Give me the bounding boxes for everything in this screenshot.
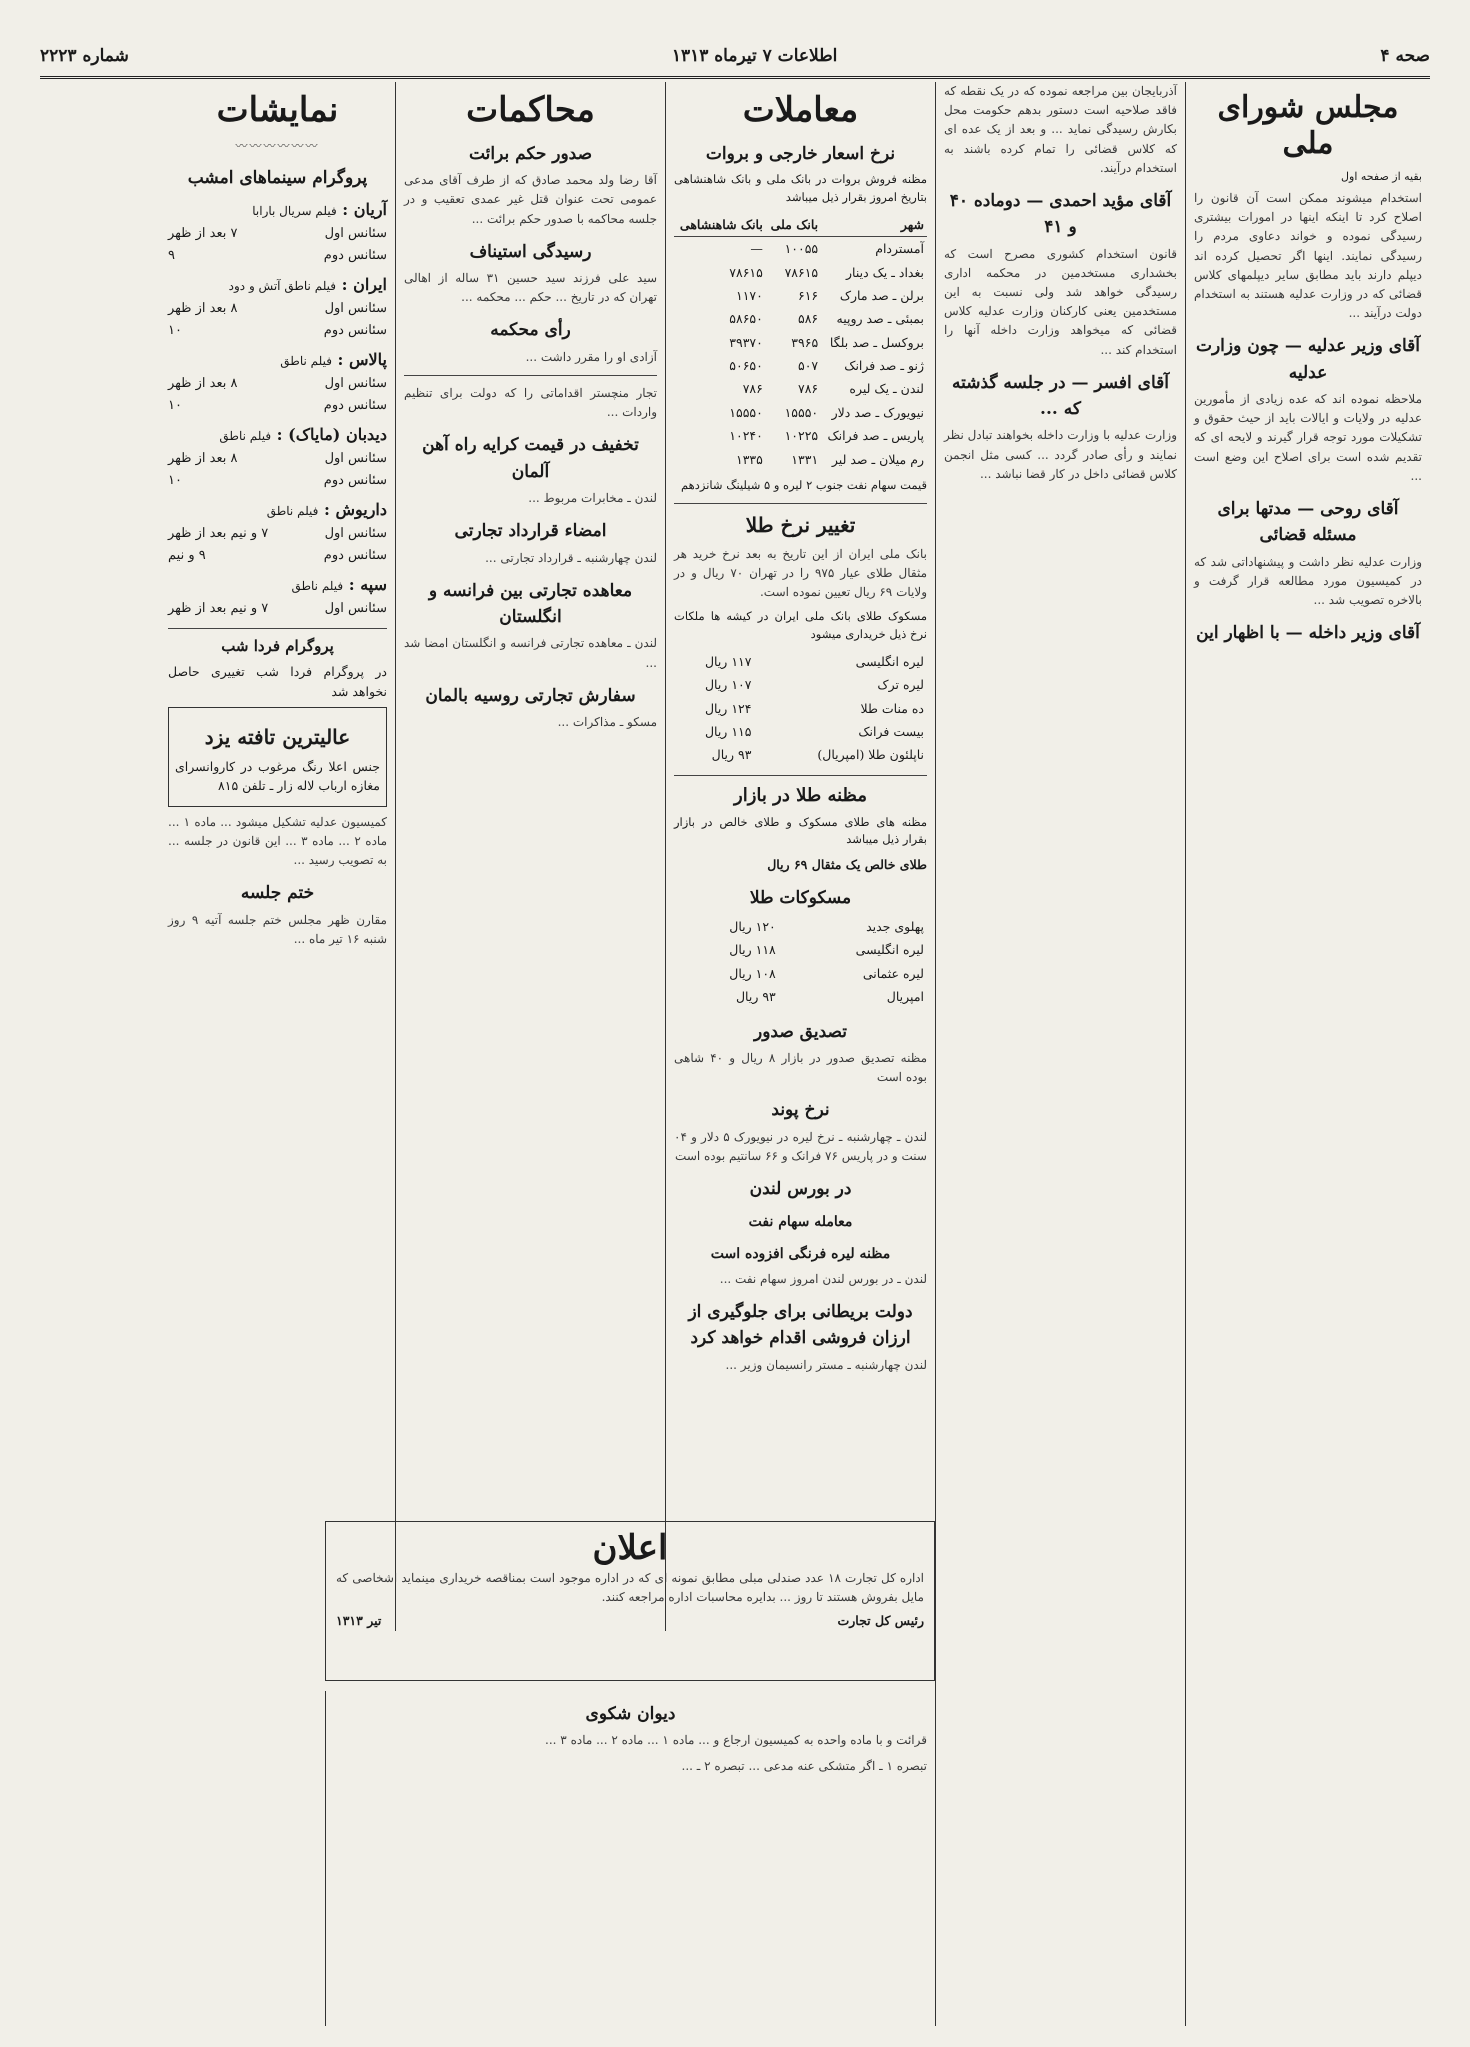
coins-intro: مسکوک طلای بانک ملی ایران در کیشه ها ملکات نرخ ذیل خریداری میشود [674,609,927,642]
cinema-film: فیلم ناطق [219,428,272,443]
bourse-sub2: مظنه لیره فرنگی افزوده است [710,1245,891,1262]
showtime-label: سئانس دوم [323,322,387,338]
exchange-cell: ۳۹۳۷۰ [729,334,763,350]
bazaar-coin-name: امپریال [886,989,924,1005]
issue-date: اطلاعات ۷ تیرماه ۱۳۱۳ [671,46,838,66]
exchange-cell: بمبئی ـ صد روپیه [836,311,924,327]
exchange-cell: بروکسل ـ صد بلگا [829,334,924,350]
courts-sub7: سفارش تجارتی روسیه بالمان [425,685,636,706]
pound-title: نرخ پوند [771,1100,830,1121]
tomorrow-title: پروگرام فردا شب [168,628,387,658]
coin-price: ۱۰۷ ریال [704,677,752,693]
courts-body1: آقا رضا ولد محمد صادق که از طرف آقای مدعی عمومی تحت عنوان قتل غیر عمدی تعقیب و در جلسه محاکمه با صدور حکم برائت ... [404,173,657,226]
cinema-title: داریوش [335,500,387,520]
exchange-cell: ژنو ـ صد فرانک [844,358,924,374]
showtime-value: ۱۰ [168,322,182,338]
tomorrow-body: در پروگرام فردا شب تغییری حاصل نخواهد شد [168,664,387,699]
showtime-label: سئانس اول [324,450,387,466]
courts-sub4: تخفیف در قیمت کرایه راه آهن آلمان [422,435,639,482]
cinema-name [168,348,387,373]
exchange-row [674,261,927,284]
showtime-value: ۹ و نیم [168,547,206,563]
showtime-row [168,245,387,267]
majlis-sub2: آقای روحی — مدتها برای مسئله قضائی [1217,498,1399,546]
cinema-film: فیلم ناطق آتش و دود [228,278,337,293]
showtime-label: سئانس دوم [323,397,387,413]
exchange-table [674,213,927,471]
cinema-name [168,198,387,223]
carpet-body: جنس اعلا رنگ مرغوب در کاروانسرای مغازه ارباب لاله زار ـ تلفن ۸۱۵ [175,759,380,794]
exchange-sub: نرخ اسعار خارجی و بروات [705,143,896,164]
showtime-row [168,298,387,320]
courts-body6: لندن ـ معاهده تجارتی فرانسه و انگلستان امضا شد ... [404,636,657,670]
exchange-cell: ۷۸۶ [742,381,763,397]
bazaar-coin-name: پهلوی جدید [866,919,924,934]
exchange-header-melli: بانک ملی [766,213,821,237]
coin-row [674,673,927,696]
coin-row [674,743,927,766]
cinema-list [168,198,387,620]
bazaar-coin-row [674,985,927,1008]
notice-body: اداره کل تجارت ۱۸ عدد صندلی مبلی مطابق نمونه ای که در اداره موجود است بمناقصه خریداری مینماید اشخاصی که مایل بفروش هستند تا روز ... بدایره محاسبات اداره مراجعه کنند. [336,1570,925,1604]
coin-name: بیست فرانک [858,724,924,740]
cinema-item [168,498,387,567]
cinema-film: فیلم سریال بارابا [252,203,337,218]
sadr-title: تصدیق صدور [753,1021,847,1042]
exchange-cell: ۱۳۳۱ [791,451,819,467]
cinema-separator: : [331,349,350,369]
courts-sub6: معاهده تجارتی بین فرانسه و انگلستان [428,580,633,628]
cinema-item [168,423,387,492]
showtime-label: سئانس اول [324,525,387,541]
coin-price: ۱۲۴ ریال [704,700,752,716]
coins-table [674,650,927,767]
session-body: مقارن ظهر مجلس ختم جلسه آتیه ۹ روز شنبه ۱۶ تیر ماه ... [168,912,387,946]
exchange-row [674,424,927,447]
cinema-name [168,273,387,298]
bourse-title: در بورس لندن [749,1178,852,1199]
courts-body2: سید علی فرزند سید حسین ۳۱ ساله از اهالی تهران که در تاریخ ... حکم ... محکمه ... [404,271,657,305]
exchange-cell: ۷۸۶۱۵ [729,264,763,280]
exchange-column [665,82,935,1631]
bazaar-coin-price: ۱۱۸ ریال [729,942,776,958]
courts-body4: لندن ـ مخابرات مربوط ... [528,491,657,506]
cinema-item [168,198,387,267]
cinema-separator: : [271,424,289,444]
cinema-name [168,423,387,448]
exchange-cell: ۱۵۵۵۰ [729,404,763,420]
bazaar-coins-table [674,915,927,1009]
page-label: صحه ۴ [1380,46,1430,66]
bazaar-coin-row [674,938,927,961]
session-title: ختم جلسه [240,883,315,904]
exchange-cell: ۵۸۶ [798,311,819,327]
notice-signature: رئیس کل تجارت [837,1613,924,1629]
middle-body: آذربایجان بین مراجعه نموده که در یک نقطه که فاقد صلاحیه است دستور بدهم حکومت محل بکارش رسیدگی نماید ... و بعد از یک عده ای که کلاس قضائی را تمام کرده باشند به استخدام درآیند. [944,84,1177,175]
cinema-name [168,573,387,598]
showtime-value: ۹ [168,247,175,263]
bottom-title: دیوان شکوی [585,1704,676,1724]
majlis-continued: بقیه از صفحه اول [1341,170,1422,183]
cinema-title: ایران [353,274,387,294]
exchange-cell: ۱۰۲۴۰ [729,428,763,444]
law-body: کمیسیون عدلیه تشکیل میشود ... ماده ۱ ... ماده ۲ ... ماده ۳ ... این قانون در جلسه ... به تصویب رسید ... [168,814,387,868]
courts-body5: لندن چهارشنبه ـ قرارداد تجارتی ... [485,550,657,565]
brit-title: دولت بریطانی برای جلوگیری از ارزان فروشی اقدام خواهد کرد [688,1301,913,1349]
cinema-item [168,348,387,417]
middle-sub2: آقای افسر — در جلسه گذشته که ... [951,372,1170,420]
showtime-row [168,373,387,395]
majlis-body: استخدام میشوند ممکن است آن قانون را اصلاح کرد تا اینکه اینها در امورات بیشتری رسیدگی نموده و خواند دعاوی مردم را رسیدگی نمایند. اینها اگر تحصیل کرده اند دیپلم دارند باید مطابق سایر دیپلمهای کلاس قضائی که در وزارت عدلیه هستند به استخدام دولت درآیند ... [1194,191,1422,321]
showtime-value: ۷ بعد از ظهر [168,225,238,241]
showtime-row [168,223,387,245]
showtime-row [168,320,387,342]
exchange-cell: ۵۸۶۵۰ [729,311,763,327]
exchange-row [674,377,927,400]
newspaper-page [40,36,1430,2026]
showtime-row [168,523,387,545]
showtime-label: سئانس اول [324,600,387,616]
gold-sub: تغییر نرخ طلا [674,503,927,541]
exchange-intro: مظنه فروش بروات در بانک ملی و بانک شاهنشاهی بتاریخ امروز بقرار ذیل میباشد [674,172,927,204]
courts-sub3: رأی محکمه [490,320,571,341]
coin-row [674,697,927,720]
exchange-cell: ۱۱۷۰ [736,287,763,303]
notice-box [325,1521,935,1681]
showtime-value: ۱۰ [168,472,182,488]
coin-name: ناپلئون طلا (امپریال) [817,747,924,763]
exchange-row [674,448,927,471]
showtime-value: ۸ بعد از ظهر [168,450,238,466]
bazaar-gold: طلای خالص یک مثقال ۶۹ ریال [767,857,927,873]
carpet-ad [168,707,387,807]
showtime-label: سئانس دوم [323,547,387,563]
cinema-title: آریان [353,199,387,219]
majlis-body2: ملاحظه نموده اند که عده زیادی از مأمورین عدلیه در ولایات و ایالات باید از حیث حقوق و تشکیلات مورد توجه قرار گیرند و لایحه ای که تقدیم شده است برای اصلاح این وضع است ... [1194,392,1422,483]
exchange-row [674,284,927,307]
cinema-title: پالاس [349,349,387,369]
bazaar-coin-name: لیره عثمانی [862,965,924,981]
middle-body2: قانون استخدام کشوری مصرح است که بخشداری مستخدمین در محکمه اداری رسیدگی خواهد شد ولی نسبت به این مستخدمین یعنی کارکنان وزارت عدلیه کلاس قضائی که میخواهد وزارت داخله آنها را استخدام کند ... [944,246,1177,357]
bazaar-coin-row [674,915,927,938]
courts-divider [404,375,657,376]
exchange-cell: پاریس ـ صد فرانک [827,428,924,444]
coin-price: ۱۱۵ ریال [704,724,752,740]
bazaar-coins-title: مسکوکات طلا [749,887,852,908]
showtime-row [168,470,387,492]
majlis-body3: وزارت عدلیه نظر داشت و پیشنهاداتی شد که در کمیسیون مورد مطالعه قرار گرفت و بالاخره تصویب شد ... [1194,554,1422,608]
courts-sub5: امضاء قرارداد تجارتی [454,521,607,542]
courts-title: محاکمات [466,90,595,130]
showtime-value: ۷ و نیم بعد از ظهر [168,600,269,616]
exchange-header-shahi: بانک شاهنشاهی [674,213,766,237]
exchange-row [674,354,927,377]
bazaar-intro: مظنه های طلای مسکوک و طلای خالص در بازار بقرار ذیل میباشد [674,814,927,847]
exchange-cell: ۵۰۶۵۰ [729,358,763,374]
middle-body3: وزارت عدلیه با وزارت داخله بخواهند تبادل نظر نمایند و رأی صادر گردد ... کسی مثل انجمن کلاس قضائی داخل در کار قضا نباشد ... [944,428,1177,481]
coin-price: ۹۳ ریال [711,747,752,763]
exchange-cell: ۷۸۶۱۵ [784,264,819,280]
pound-body: لندن ـ چهارشنبه ـ نرخ لیره در نیویورک ۵ دلار و ۰۴ سنت و در پاریس ۷۶ فرانک و ۶۶ سانتیم بوده است [674,1129,927,1163]
cinema-name [168,498,387,523]
cinema-title: سپه [360,575,387,595]
exchange-cell: بغداد ـ یک دینار [845,264,924,280]
exchange-cell: ۳۹۶۵ [791,334,819,350]
exchange-cell: ۱۰۲۲۵ [784,428,819,444]
bazaar-title: مظنه طلا در بازار [674,775,927,810]
courts-sub1: صدور حکم برائت [468,143,593,164]
foreign-body: تجار منچستر اقداماتی را که دولت برای تنظیم واردات ... [404,385,657,420]
coin-row [674,720,927,743]
showtime-label: سئانس اول [324,300,387,316]
cinema-separator: : [318,500,336,520]
exchange-cell: برلن ـ صد مارک [839,287,924,303]
showtime-value: ۸ بعد از ظهر [168,300,238,316]
showtime-row [168,448,387,470]
courts-body3: آزادی او را مقرر داشت ... [525,349,657,364]
bottom-body: قرائت و با ماده واحده به کمیسیون ارجاع و ... ماده ۱ ... ماده ۲ ... ماده ۳ ... [545,1733,927,1748]
showtime-label: سئانس اول [324,375,387,391]
cinema-film: فیلم ناطق [291,579,344,594]
exchange-cell: ۱۵۵۵۰ [784,404,819,420]
coin-name: لیره انگلیسی [855,653,924,669]
majlis-column [1185,82,1430,2026]
brit-body: لندن چهارشنبه ـ مستر رانسیمان وزیر ... [725,1357,927,1372]
showtime-label: سئانس دوم [323,247,387,263]
exchange-cell: — [750,241,763,257]
exchange-cell: ۶۱۶ [798,287,819,303]
exchange-cell: آمستردام [875,241,924,257]
majlis-sub1: آقای وزیر عدلیه — چون وزارت عدلیه [1195,336,1421,383]
cinema-separator: : [343,575,361,595]
gold-note: قیمت سهام نفت جنوب ۲ لیره و ۵ شیلینگ شانزدهم [681,477,927,492]
coin-name: لیره ترک [877,677,924,693]
exchange-cell: نیویورک ـ صد دلار [831,404,924,420]
exchange-row [674,237,927,261]
courts-body7: مسکو ـ مذاکرات ... [557,715,657,730]
gold-body: بانک ملی ایران از این تاریخ به بعد نرخ خرید هر مثقال طلای عیار ۹۷۵ را در تهران ۷۰ ریال و در ولایات ۶۹ ریال تعیین نموده است. [674,546,927,600]
showtime-label: سئانس اول [324,225,387,241]
showtime-value: ۷ و نیم بعد از ظهر [168,525,269,541]
showtime-row [168,545,387,567]
cinema-film: فیلم ناطق [280,353,332,368]
notice-title: اعلان [592,1528,668,1568]
bottom-section [325,1691,935,2026]
cinema-separator: : [336,199,354,219]
cinema-film: فیلم ناطق [266,504,319,519]
showtime-row [168,598,387,620]
masthead [40,36,1430,79]
exchange-cell: لندن ـ یک لیره [849,381,924,397]
cinema-item [168,273,387,342]
exchange-cell: ۷۸۶ [798,381,819,397]
bazaar-coin-price: ۱۰۸ ریال [729,965,776,981]
showtime-value: ۸ بعد از ظهر [168,375,238,391]
exchange-row [674,331,927,354]
prog-title: پروگرام سینماهای امشب [187,168,368,189]
courts-column [395,82,665,1631]
bazaar-coin-price: ۱۲۰ ریال [729,919,776,934]
cinema-item [168,573,387,620]
coin-name: ده منات طلا [860,700,924,716]
cinema-title: دیدبان (مایاک) [288,424,387,444]
showtime-row [168,395,387,417]
bazaar-coin-row [674,962,927,985]
bottom-body2: تبصره ۱ ـ اگر متشکی عنه مدعی ... تبصره ۲ ـ ... [681,1758,927,1773]
exchange-title: معاملات [742,90,859,130]
bazaar-coin-price: ۹۳ ریال [735,989,776,1005]
coin-price: ۱۱۷ ریال [704,653,752,669]
issue-number: شماره ۲۲۲۳ [40,46,129,66]
ornament: 〰〰〰〰〰〰 [235,138,320,153]
sadr-body: مظنه تصدیق صدور در بازار ۸ ریال و ۴۰ شاهی بوده است [674,1050,927,1085]
showtime-value: ۱۰ [168,397,182,413]
bourse-sub: معامله سهام نفت [748,1214,853,1231]
middle-sub1: آقای مؤید احمدی — دوماده ۴۰ و ۴۱ [949,190,1172,238]
notice-date: تیر ۱۳۱۳ [336,1613,382,1629]
exchange-cell: ۱۰۰۵۵ [784,241,819,257]
majlis-sub3: آقای وزیر داخله — با اظهار این [1196,623,1420,644]
middle-column [935,82,1185,2026]
showtime-label: سئانس دوم [323,472,387,488]
bazaar-coin-name: لیره انگلیسی [855,942,924,958]
exchange-cell: ۵۰۷ [798,358,819,374]
cinema-separator: : [336,274,354,294]
exchange-header-city: شهر [821,213,927,237]
courts-sub2: رسیدگی استیناف [469,241,592,262]
coin-row [674,650,927,673]
majlis-title: مجلس شورای ملی [1217,90,1399,161]
exchange-cell: رم میلان ـ صد لیر [831,451,924,467]
carpet-title: عالیترین تافته یزد [204,725,351,750]
bourse-body: لندن ـ در بورس لندن امروز سهام نفت ... [719,1271,927,1286]
exchange-cell: ۱۳۳۵ [736,451,763,467]
shows-title: نمایشات [216,90,339,130]
exchange-row [674,401,927,424]
exchange-row [674,307,927,330]
